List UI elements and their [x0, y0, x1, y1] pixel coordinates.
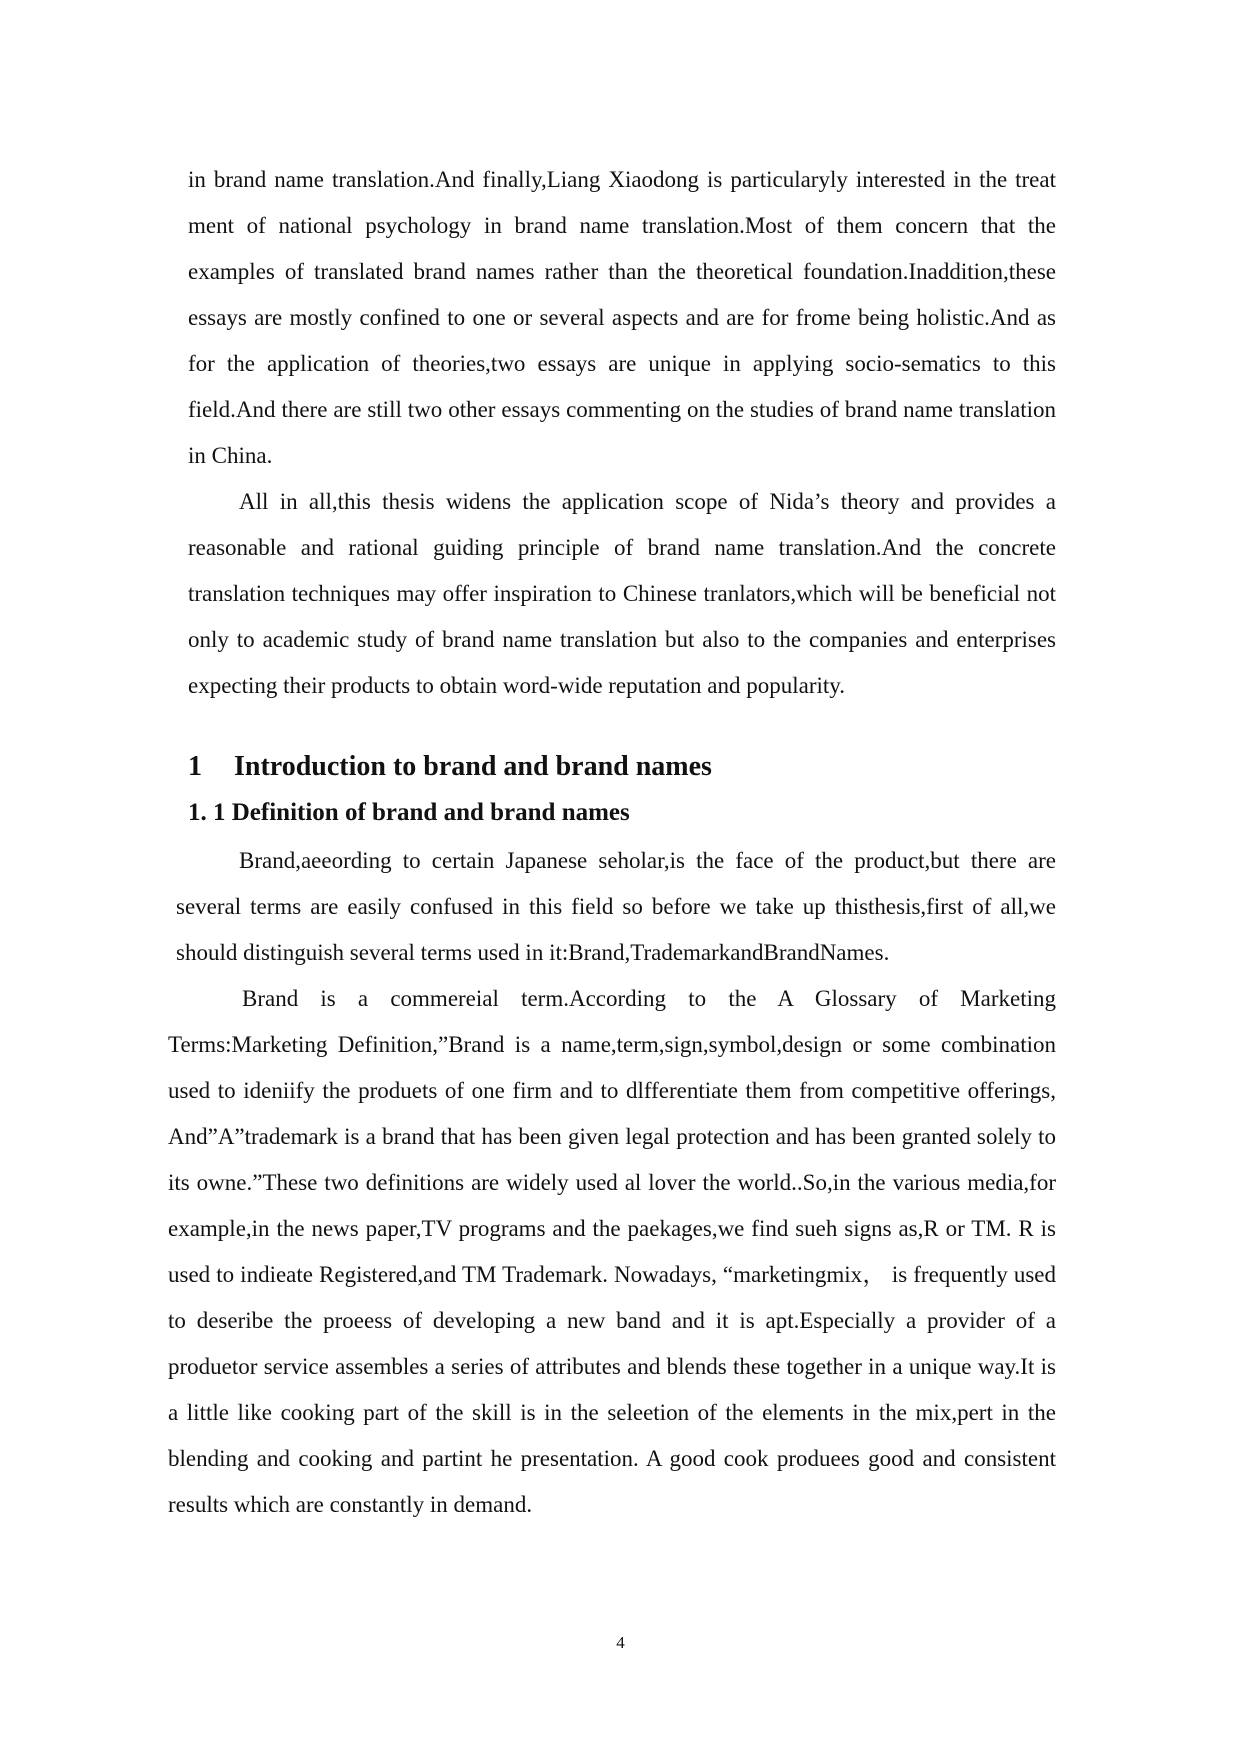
- section-block-intro: [176, 838, 1056, 976]
- section-block-definition: [168, 976, 1056, 1528]
- page-number: 4: [616, 1633, 625, 1652]
- body-paragraph-brand-definition: Brand is a commereial term.According to the A Glossary of Marketing Terms:Marketing Definition,”Brand is a name,term,sign,symbol,design or some combination used to ideniify the produets of one firm and to dlfferentiate them from competitive offerings, And”A”trademark is a brand that has been given legal protection and has been granted solely to its owne.”These two definitions are widely used al lover the world..So,in the various media,for example,in the news paper,TV programs and the paekages,we find sueh signs as,R or TM. R is used to indieate Registered,and TM Trademark. Nowadays, “marketingmix， is frequently used to deseribe the proeess of developing a new band and it is apt.Especially a provider of a produetor service assembles a series of attributes and blends these together in a unique way.It is a little like cooking part of the skill is in the seleetion of the elements in the mix,pert in the blending and cooking and partint he presentation. A good cook produees good and consistent results which are constantly in demand.: [168, 986, 1056, 1517]
- section-heading: 1. 1 Definition of brand and brand names: [188, 799, 630, 826]
- chapter-title: Introduction to brand and brand names: [234, 751, 712, 782]
- chapter-number: 1: [188, 751, 202, 782]
- body-paragraph-brand-intro: Brand,aeeording to certain Japanese seholar,is the face of the product,but there are several terms are easily confused in this field so before we take up thisthesis,first of all,we should distinguish several terms used in it:Brand,TrademarkandBrandNames.: [176, 848, 1056, 965]
- chapter-heading: [188, 747, 1056, 787]
- body-paragraph-summary: All in all,this thesis widens the application scope of Nida’s theory and provides a reasonable and rational guiding principle of brand name translation.And the concrete translation techniques may offer inspiration to Chinese tranlators,which will be beneficial not only to academic study of brand name translation but also to the companies and enterprises expecting their products to obtain word-wide reputation and popularity.: [188, 489, 1056, 698]
- body-paragraph-continuation: in brand name translation.And finally,Liang Xiaodong is particularyly interested in the treat ment of national psychology in brand name translation.Most of them concern that the examples of translated brand names rather than the theoretical foundation.Inaddition,these essays are mostly confined to one or several aspects and are for frome being holistic.And as for the application of theories,two essays are unique in applying socio-sematics to this field.And there are still two other essays commenting on the studies of brand name translation in China.: [188, 167, 1056, 468]
- page-body: [168, 157, 1056, 1528]
